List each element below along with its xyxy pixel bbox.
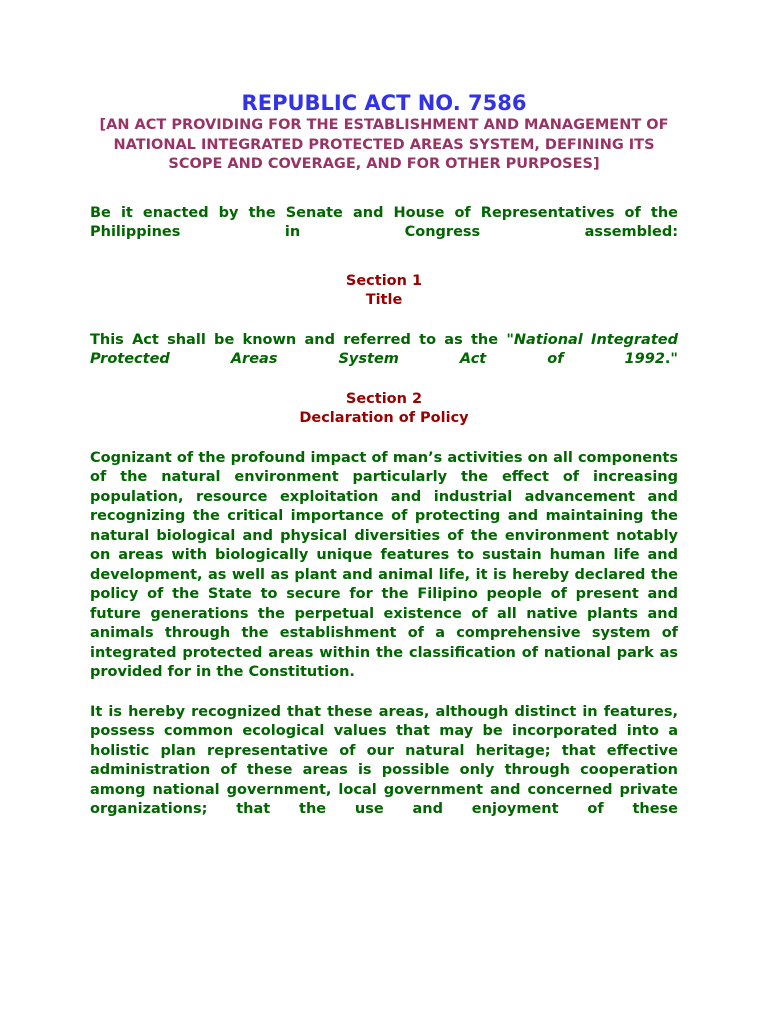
spacer — [90, 683, 678, 703]
section-1-text — [90, 331, 678, 370]
section-1-text-before: This Act shall be known and referred to as the — [90, 331, 507, 348]
spacer — [90, 429, 678, 449]
enacting-clause: Be it enacted by the Senate and House of Representatives of the Philippines in Congress assembled: — [90, 204, 678, 240]
section-2-paragraph-1: Cognizant of the profound impact of man’s activities on all components of the natural environment particularly the effect of increasing population, resource exploitation and industrial advancement and recognizing the critical importance of protecting and maintaining the natural biological and physical diversities of the environment notably on areas with biologically unique features to sustain human life and development, as well as plant and animal life, it is hereby declared the policy of the State to secure for the Filipino people of present and future generations the perpetual existence of all native plants and animals through the establishment of a comprehensive system of integrated protected areas within the classification of national park as provided for in the Constitution. — [90, 449, 678, 680]
spacer — [90, 370, 678, 390]
section-1-act-name: "National Integrated Protected Areas System Act of 1992 — [90, 331, 678, 367]
act-subtitle: [AN ACT PROVIDING FOR THE ESTABLISHMENT AND MANAGEMENT OF NATIONAL INTEGRATED PROTECTED AREAS SYSTEM, DEFINING ITS SCOPE AND COVERAGE, AND FOR OTHER PURPOSES] — [99, 117, 669, 172]
spacer — [90, 243, 678, 272]
document-page — [90, 90, 678, 820]
section-1-number: Section 1 — [345, 272, 423, 289]
section-2-paragraph-2: It is hereby recognized that these areas, although distinct in features, possess common ecological values that may be incorporated into a holistic plan representative of our natural heritage; that effective administration of these areas is possible only through cooperation among national government, local government and concerned private organizations; that the use and enjoyment of these — [90, 703, 678, 817]
section-2-number: Section 2 — [345, 390, 423, 407]
spacer — [90, 311, 678, 331]
section-2-heading: Declaration of Policy — [299, 410, 469, 426]
section-1-heading: Title — [365, 292, 403, 308]
section-1-text-after: ." — [664, 351, 678, 367]
act-title: REPUBLIC ACT NO. 7586 — [241, 91, 527, 115]
spacer — [90, 175, 678, 204]
